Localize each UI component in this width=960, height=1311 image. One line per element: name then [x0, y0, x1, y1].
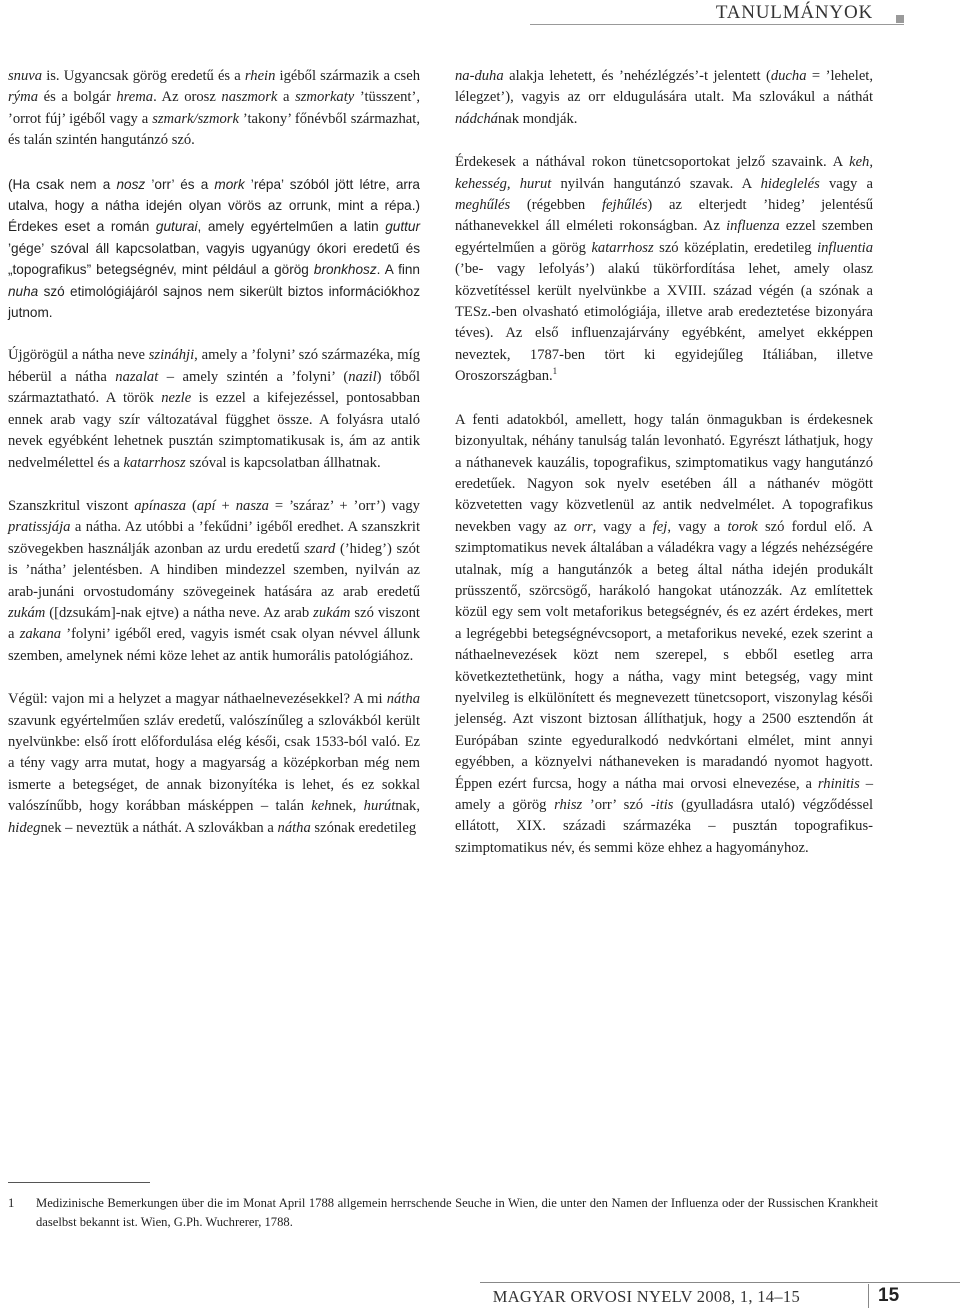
- italic-term: -itis: [650, 797, 674, 813]
- page-number: 15: [878, 1285, 900, 1306]
- text-run: ’tüsszent’, ’orrot fúj’ igéből vagy a: [8, 89, 420, 127]
- journal-citation: MAGYAR ORVOSI NYELV 2008, 1, 14–15: [492, 1287, 800, 1306]
- text-run: (Ha csak nem a: [8, 176, 117, 192]
- italic-term: guttur: [385, 219, 420, 235]
- text-run: alakja lehetett, és ’nehézlégzés’-t jelentett (: [503, 68, 771, 84]
- italic-term: zukám: [8, 604, 46, 621]
- italic-term: mork: [214, 176, 245, 192]
- text-run: nek – neveztük a náthát. A szlovákban a: [40, 819, 278, 836]
- text-run: A fenti adatokból, amellett, hogy talán önmagukban is érdekesnek bizonyultak, néhány tanulság talán levonható. Egyrészt láthatjuk, hogy a náthanevek kauzális, topografikus, szimptomatikus vagy hangutánzó eredetűek. Nagyon sok nyelv esetében áll a náthanév mögött közvetetten vagy közvetlenül az antik nedvelmélet. A topografikus nevekben vagy az: [455, 411, 873, 535]
- text-run: ) tőből származtatható. A török: [8, 368, 420, 407]
- text-run: Újgörögül a nátha neve: [8, 347, 149, 364]
- text-run: szó etimológiájáról sajnos nem sikerült biztos információkhoz jutnom.: [8, 283, 420, 321]
- italic-term: rýma: [8, 89, 38, 106]
- text-run: ezzel szemben egyértelműen a görög: [455, 218, 873, 256]
- text-run: szó viszont a: [8, 604, 420, 643]
- italic-term: nosz: [116, 176, 146, 192]
- italic-term: hideg: [8, 819, 41, 836]
- text-run: a: [277, 89, 296, 106]
- italic-term: zakana: [19, 626, 62, 643]
- italic-term: nátha: [277, 819, 311, 836]
- section-title: TANULMÁNYOK: [715, 2, 873, 23]
- footnote-text: Medizinische Bemerkungen über die im Monat April 1788 allgemein herrschende Seuche in Wien, die unter den Namen der Influenza oder der Russischen Krankheit daselbst bekannt ist. Wien, G.Ph. Wuchrerer, 1788.: [36, 1196, 878, 1229]
- text-run: szavunk egyértelműen szláv eredetű, valószínűleg a szlovákból került nyelvünkbe: első írott előfordulása elég késői, csak 1533-ból való. Ez a tény vagy arra mutat, hogy a magyarság a középkorban még nem ismerte a betegséget, de annak bizonyítéka is lehet, és ez sokkal valószínűbb, hogy korábban másképpen – talán: [8, 712, 420, 815]
- italic-term: rhinitis: [817, 775, 860, 792]
- text-run: ([dzsukám]-nak ejtve) a nátha neve. Az arab: [45, 604, 314, 621]
- italic-term: szard: [304, 540, 336, 557]
- text-run: a nátha. Az utóbbi a ’fekűdni’ igéből eredhet. A szanszkrit szövegekben használják azonban az urdu eredetű: [8, 519, 420, 557]
- text-run: = ’lehelet, lélegzet’), vagyis az orr eldugulására utalt. Ma szlovákul a náthát: [455, 68, 873, 106]
- italic-term: nazil: [348, 368, 377, 385]
- italic-term: nuha: [8, 283, 39, 299]
- text-run: – amely a görög: [455, 775, 873, 813]
- italic-term: apí: [196, 497, 216, 514]
- text-run: (régebben: [510, 197, 602, 214]
- paragraph: [8, 496, 420, 667]
- text-run: is ezzel a kifejezéssel, pontosabban ennek arab vagy szír változatával függhet össze. A folyásra utaló nevek egyébként lehetnek pusztán szimptomatikusak is, ám az antik nedvelmélettel és a: [8, 390, 420, 471]
- footnote: [8, 1194, 878, 1232]
- italic-term: ducha: [770, 68, 807, 84]
- italic-term: nasza: [235, 497, 269, 514]
- italic-term: hurút: [363, 798, 396, 815]
- italic-term: szináhji: [148, 347, 195, 364]
- text-run: (’be- vagy lefolyás’) alakú tükörfordítása lehet, amely olasz közvetítéssel került nyelvünkbe a XVIII. század végén (a szónak a TESz.-ben olvasható etimológiája, illetve arab eredeztetése bizonyára téves). Az első influenzajárvány egyébként, amelyet ekképpen neveztek, 1787-ben tört ki egyidejűleg Itáliában, illetve Oroszországban.: [455, 261, 873, 385]
- footer-separator: [868, 1284, 869, 1308]
- paragraph: [8, 345, 420, 473]
- italic-term: naszmork: [221, 89, 278, 106]
- text-run: nyilván hangutánzó szavak. A: [551, 175, 761, 192]
- italic-term: guturai: [155, 219, 198, 235]
- footer-rule: [480, 1282, 960, 1283]
- text-run: . Az orosz: [153, 89, 222, 106]
- paragraph: [8, 174, 420, 324]
- text-run: Érdekesek a náthával rokon tünetcsoportokat jelző szavaink. A: [455, 154, 850, 171]
- italic-term: hideglelés: [760, 175, 820, 192]
- page-header: [0, 0, 960, 34]
- text-run: nak,: [395, 798, 420, 815]
- italic-term: snuva: [8, 68, 43, 84]
- footnote-number: 1: [8, 1196, 15, 1210]
- text-run: ’répa’ szóból jött létre, arra utalva, hogy a nátha idején olyan vörös az orrunk, mint a répa.) Érdekes eset a román: [8, 176, 420, 235]
- footnote-rule: [8, 1182, 150, 1183]
- text-run: nek,: [331, 798, 364, 815]
- text-run: nak mondják.: [497, 110, 578, 127]
- italic-term: nazalat: [115, 368, 159, 385]
- text-run: ’takony’ főnévből származhat, és talán szintén hangutánzó szó.: [8, 110, 420, 149]
- text-run: is. Ugyancsak görög eredetű és a: [42, 68, 245, 84]
- italic-term: szmorkaty: [295, 89, 355, 106]
- italic-term: influentia: [817, 239, 874, 256]
- text-run: , amely egyértelműen a latin: [197, 219, 386, 235]
- text-run: ’orr’ és a: [145, 176, 215, 192]
- text-run: +: [215, 497, 236, 514]
- paragraph: [8, 689, 420, 839]
- paragraph: [455, 152, 873, 387]
- text-run: ’gége’ szóval áll kapcsolatban, vagyis ugyanúgy ókori eredetű és „topografikus” betegségnév, mint például a görög: [8, 240, 420, 278]
- text-run: szó középlatin, eredetileg: [653, 239, 818, 256]
- text-run: ’orr’ szó: [582, 797, 651, 813]
- text-run: ’folyni’ igéből ered, vagyis ismét csak olyan névvel állunk szemben, amelynek némi köze lehet az antik humorális patológiához.: [8, 626, 420, 664]
- italic-term: torok: [727, 518, 758, 535]
- header-square-icon: [896, 15, 904, 23]
- paragraph: [8, 66, 420, 152]
- text-run: – amely szintén a ’folyni’ (: [158, 368, 349, 385]
- text-run: (’hideg’) szót is ’nátha’ jelentésben. A hindiben mindezzel szemben, nyilván az arab-junáni orvostudomány szövegeinek hatására az arab eredetű: [8, 540, 420, 600]
- italic-term: katarrhosz: [123, 454, 186, 471]
- text-run: Szanszkritul viszont: [8, 497, 135, 514]
- italic-term: nádchá: [455, 110, 498, 127]
- text-run: (gyulladásra utaló) végződéssel ellátott, XIX. századi származéka – pusztán topografikus-szimptomatikus név, és semmi köze ehhez a hagyományhoz.: [455, 797, 873, 856]
- page-footer: [0, 1282, 960, 1311]
- text-run: vagy a: [819, 175, 873, 192]
- text-run: igéből származik a cseh: [275, 68, 420, 84]
- italic-term: rhein: [244, 68, 276, 84]
- italic-term: fej: [652, 518, 668, 535]
- paragraph: [455, 410, 873, 860]
- footnote-marker: 1: [552, 366, 558, 377]
- text-run: , vagy a: [667, 518, 728, 535]
- italic-term: orr: [573, 518, 593, 535]
- italic-term: hrema: [116, 89, 154, 106]
- paragraph: [455, 66, 873, 130]
- italic-term: fejhűlés: [602, 197, 648, 214]
- italic-term: nezle: [161, 390, 192, 407]
- italic-term: apínasza: [134, 497, 187, 514]
- italic-term: na-duha: [455, 68, 504, 84]
- right-column: [455, 66, 873, 881]
- header-rule: [530, 24, 904, 25]
- text-run: ) az elterjedt ’hideg’ jelentésű náthanevekkel áll elméleti rokonságban. Az: [455, 197, 873, 235]
- italic-term: rhisz: [554, 797, 583, 813]
- italic-term: szmark/szmork: [152, 110, 239, 127]
- text-run: szó fordul elő. A szimptomatikus nevek általában a váladékra vagy a légzés nehézségére utalnak, míg a hangutánzók a beteg által nátha idején produkált prüsszentő, szörcsögő, harákoló hangokat utánozzák. Az említettek közül egy sem volt metaforikus betegségnév, és ez azért érdekes, mert a legrégebbi betegségnévcsoport, a metaforikus neveké, ezek szerint a náthaelnevezések közt nem szerepel, s ebből esetleg arra következtethetünk, hogy a nátha, vagy mint betegség, vagy mint nyelvileg is elkülönített és megnevezett tünetcsoport, viszonylag késői jelenség. Azt viszont biztosan állíthatjuk, hogy a 2500 esztendőn át Európában szinte egyeduralkodó nedvkórtani elmélet, mint annyi egyébben, a köznyelvi náthaneveken is maradandó nyomot hagyott. Éppen ezért furcsa, hogy a nátha mai orvosi elnevezése, a: [455, 518, 873, 792]
- text-run: . A finn: [376, 262, 420, 278]
- text-run: Végül: vajon mi a helyzet a magyar náthaelnevezésekkel? A mi: [8, 691, 387, 708]
- text-run: , amely a ’folyni’ szó származéka, míg héberül a nátha: [8, 347, 420, 385]
- text-run: (: [186, 497, 197, 514]
- text-run: = ’száraz’ + ’orr’) vagy: [268, 497, 420, 514]
- italic-term: meghűlés: [455, 197, 511, 214]
- italic-term: nátha: [386, 691, 420, 708]
- italic-term: pratissjája: [8, 519, 71, 536]
- italic-term: bronkhosz: [313, 262, 377, 278]
- italic-term: katarrhosz: [591, 239, 654, 256]
- text-run: szóval is kapcsolatban állhatnak.: [185, 454, 381, 471]
- italic-term: zukám: [313, 604, 351, 621]
- left-column: [8, 66, 420, 861]
- italic-term: keh: [311, 798, 332, 815]
- text-run: és a bolgár: [38, 89, 117, 106]
- text-run: szónak eredetileg: [310, 819, 417, 836]
- italic-term: keh, kehesség, hurut: [455, 154, 873, 192]
- text-run: , vagy a: [592, 518, 653, 535]
- italic-term: influenza: [726, 218, 780, 235]
